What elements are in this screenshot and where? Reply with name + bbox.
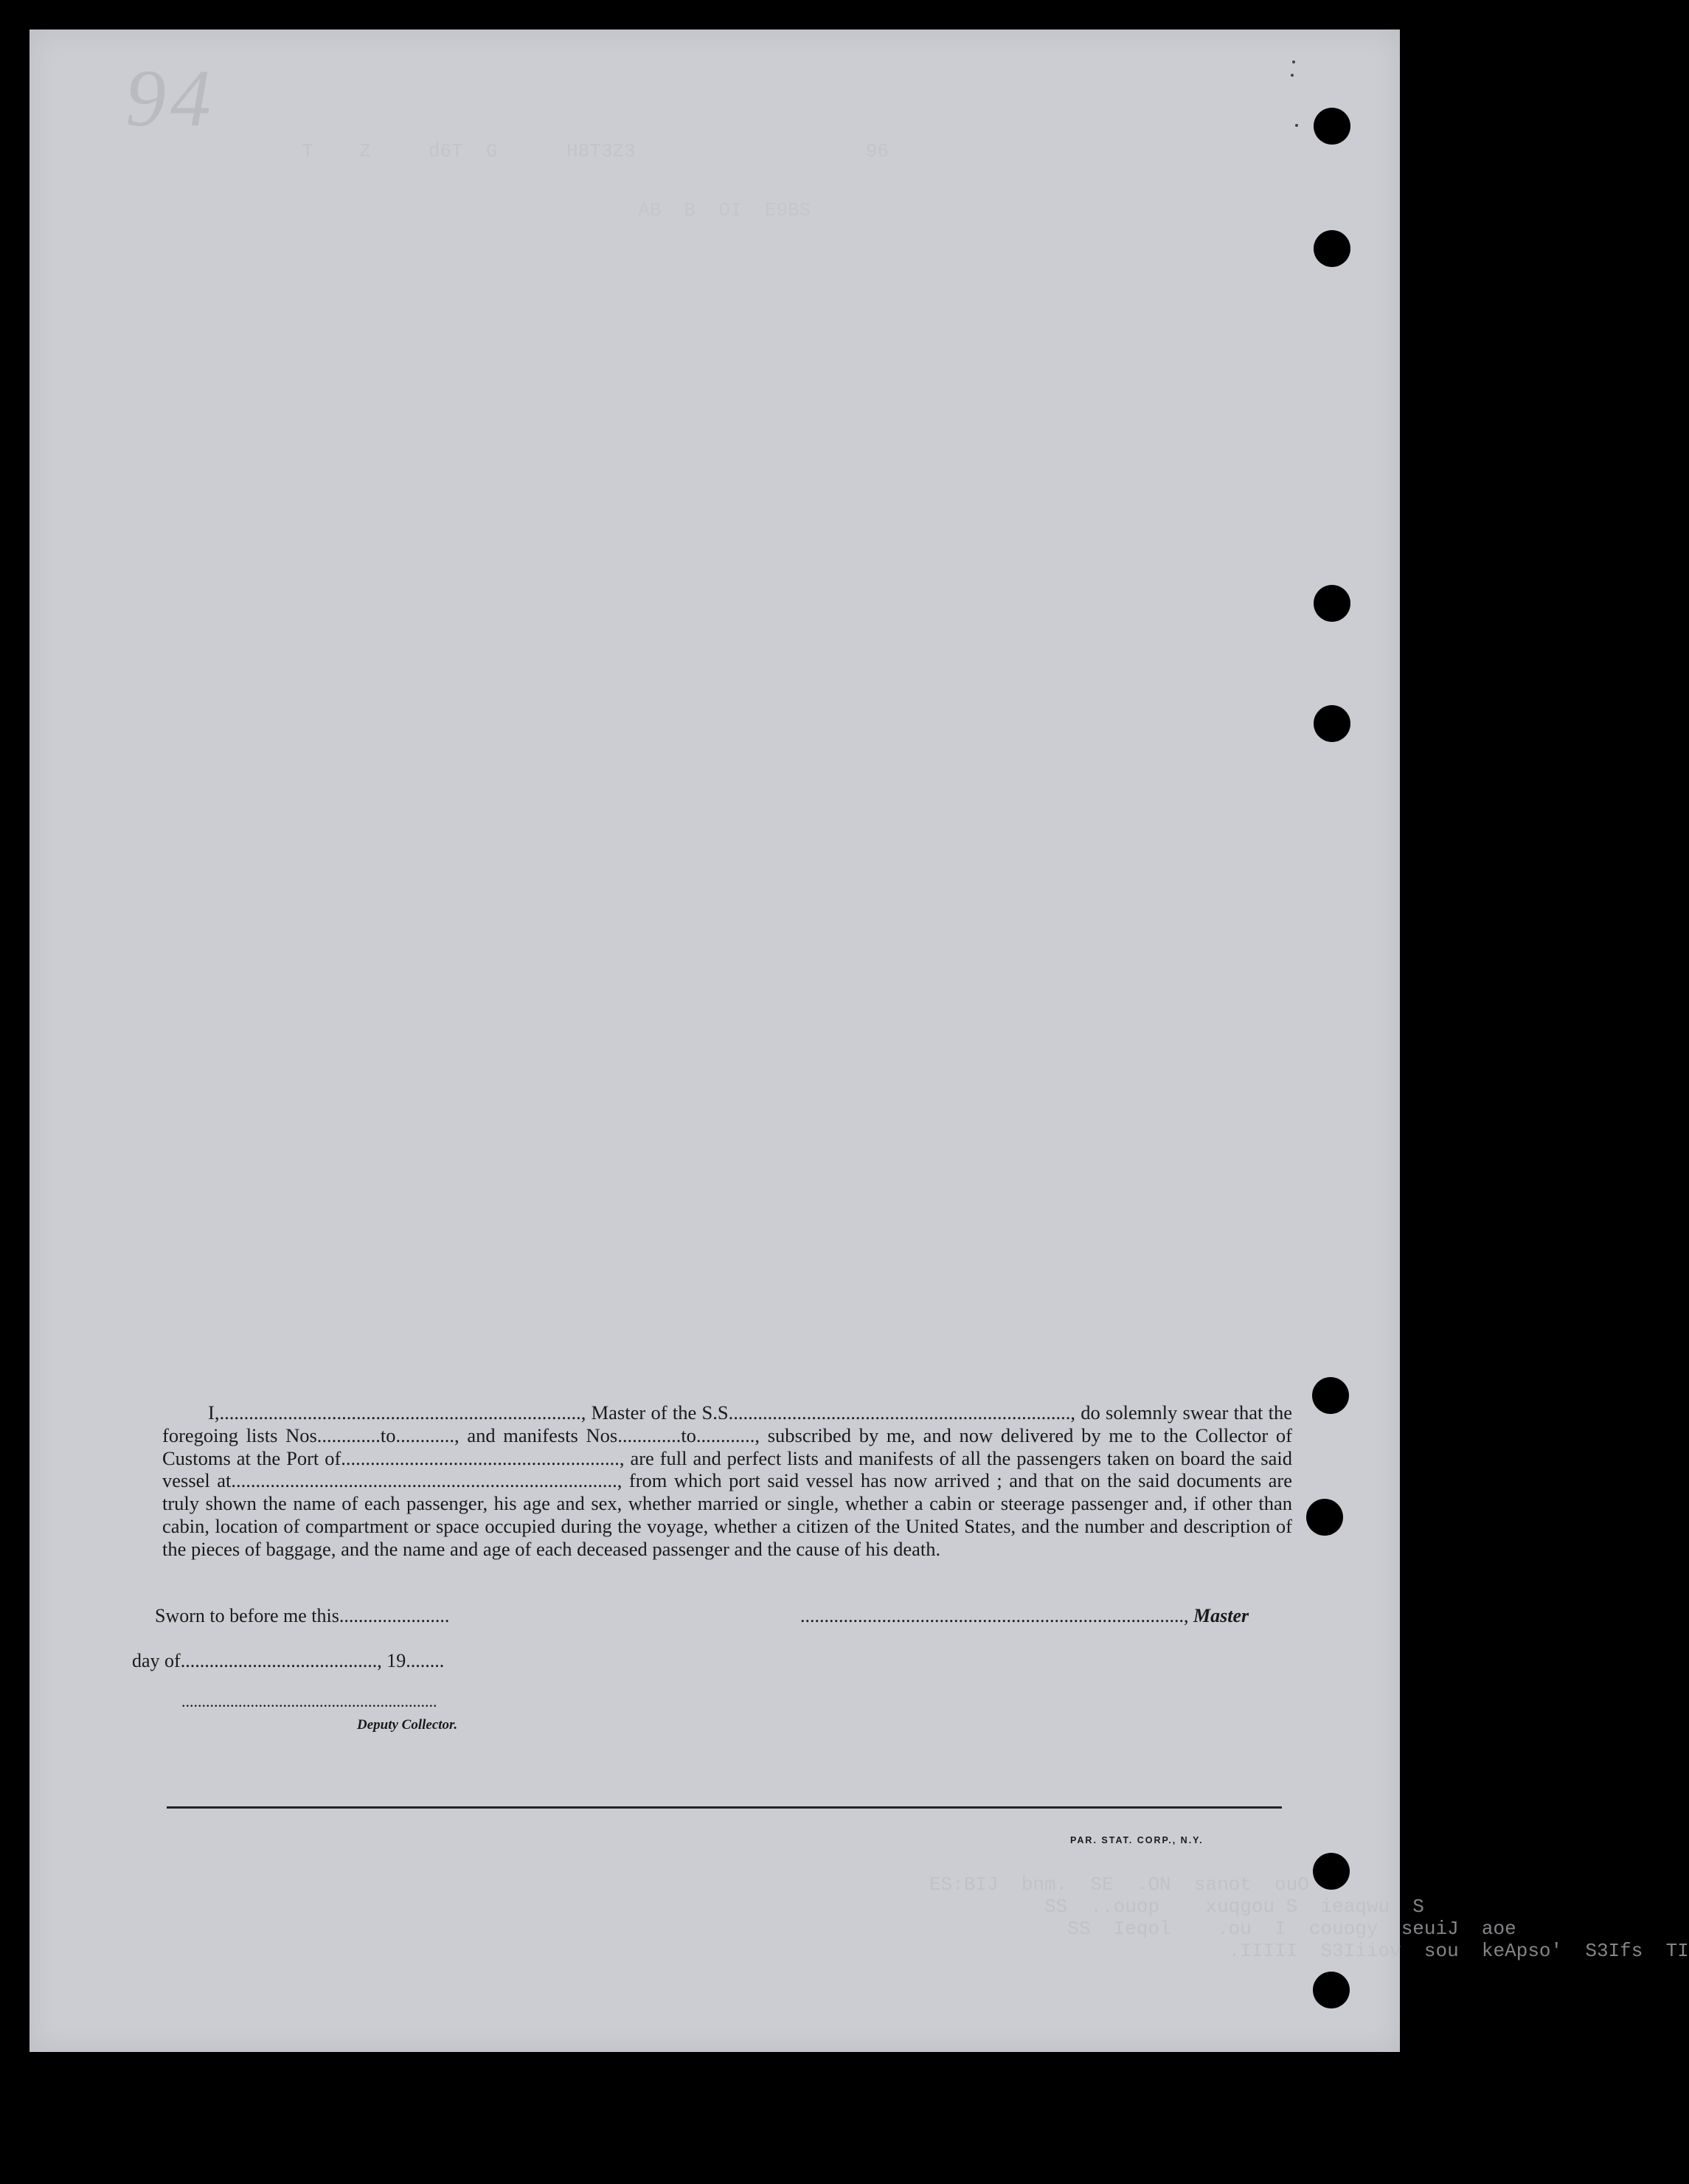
binder-hole [1306, 1499, 1343, 1536]
printer-mark: PAR. STAT. CORP., N.Y. [1070, 1835, 1204, 1845]
horizontal-rule [167, 1806, 1282, 1809]
bleed-through-text: T Z d6T G H8T3Z3 96 [221, 140, 889, 162]
speck [1295, 124, 1298, 127]
binder-hole [1314, 585, 1350, 622]
speck [1291, 74, 1294, 77]
speck [1292, 60, 1295, 63]
day-text: day of........................................., 19........ [132, 1650, 445, 1671]
oath-text: I,.........................................................................., Master of the S.S......................................................................, do solemnly swear that the foregoing lists Nos.............to............, and manifests Nos.............to............, subscribed by me, and now delivered by me to the Collector of Customs at the Port of........................................................., are full and perfect lists and manifests of all the passengers taken on board the said vessel at..............................................................................., from which port said vessel has now arrived ; and that on the said documents are truly shown the name of each passenger, his age and sex, whether married or single, whether a cabin or steerage passenger and, if other than cabin, location of compartment or space occupied during the voyage, whether a citizen of the United States, and the number and description of the pieces of baggage, and the name and age of each deceased passenger and the cause of his death. [162, 1401, 1292, 1560]
deputy-collector-label: Deputy Collector. [357, 1717, 458, 1733]
oath-paragraph [162, 1401, 1292, 1561]
bleed-through-text-2: AB B OI E9BS [443, 199, 811, 221]
master-line [800, 1605, 1249, 1627]
deputy-dots: ............................................................... [181, 1692, 437, 1710]
page-number: 94 [125, 53, 215, 143]
day-line [132, 1650, 444, 1672]
binder-hole [1313, 1972, 1350, 2008]
sworn-line [155, 1605, 449, 1627]
sworn-text: Sworn to before me this....................... [155, 1605, 450, 1626]
binder-hole [1312, 1377, 1349, 1414]
bleed-through-text-3: ES:BIJ bnm. SE .ON sanot ouO SS ..ouop xuqgou S ieaqwu S SS Ieqol .ou I couogy seuiJ aoe .IIIII S3Iiiov sou keApso' S3Ifs TI [929, 1873, 1689, 1962]
binder-hole [1314, 108, 1350, 145]
binder-hole [1314, 705, 1350, 742]
master-label: Master [1193, 1605, 1249, 1626]
binder-hole [1314, 230, 1350, 267]
master-dots: ................................................................................, [800, 1605, 1193, 1626]
binder-hole [1313, 1853, 1350, 1890]
manifest-page [30, 30, 1689, 2052]
deputy-signature-line [181, 1692, 437, 1711]
